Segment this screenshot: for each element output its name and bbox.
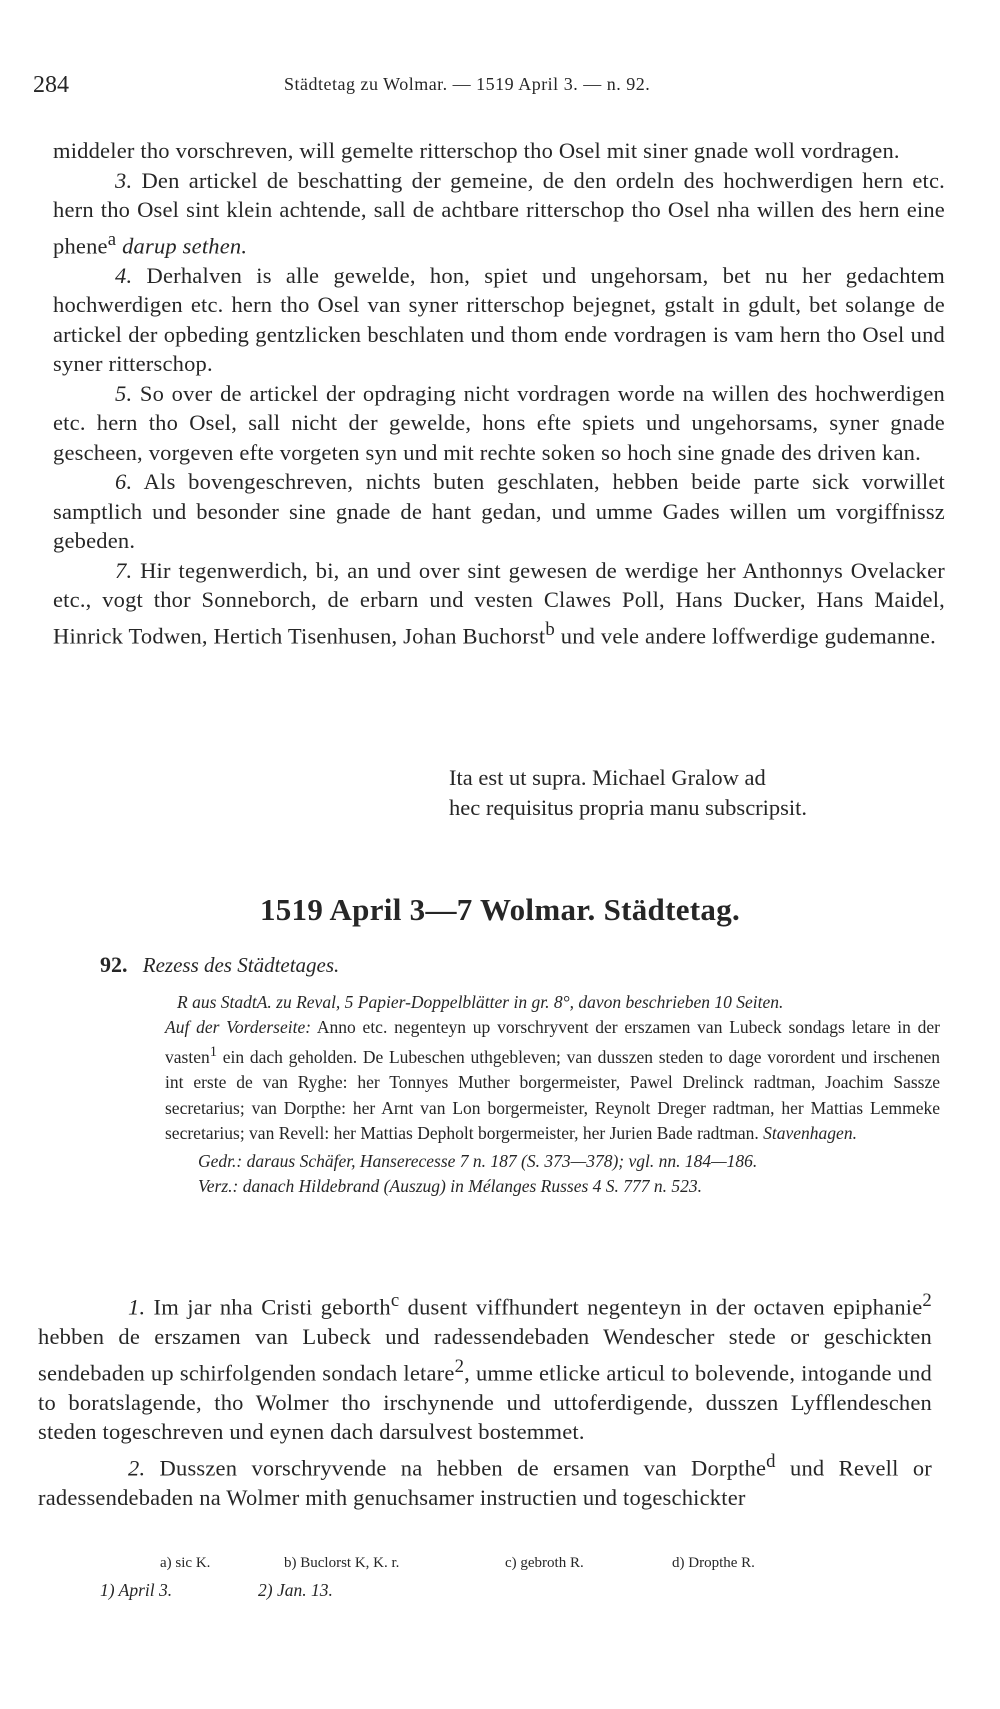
paragraph-text: Hir tegenwerdich, bi, an und over sint gewesen de werdige her Anthonnys Ovelacker etc., vogt thor Sonneborch, de erbarn und vesten Clawes Poll, Hans Ducker, Hans Maidel, Hinrick Todwen, Hertich Tisenhusen, Johan Buchorst: [53, 557, 945, 648]
vorderseite-signer: Stavenhagen.: [763, 1122, 857, 1143]
paragraph-2: [38, 1447, 932, 1513]
paragraph-text: Den artickel de beschatting der gemeine, de den ordeln des hochwerdigen hern etc. hern tho Osel sint klein achtende, sall de achtbare ritterschop tho Osel nha willen des hern eine phene: [53, 167, 945, 258]
paragraph-number: 3.: [115, 167, 133, 193]
textual-footnotes: [0, 1555, 1000, 1577]
paragraph-text: Derhalven is alle gewelde, hon, spiet und ungehorsam, bet nu her gedachtem hochwerdigen etc. hern tho Osel van syner ritterschop bejegnet, gstalt in gdult, bet solange de artickel der opbeding gentzlicken beschlaten und thom ende vordragen is vam hern tho Osel und syner ritterschop.: [53, 262, 945, 376]
paragraph-number: 7.: [115, 557, 133, 583]
numbered-footnotes: [0, 1580, 1000, 1606]
paragraph-text: So over de artickel der opdraging nicht vordragen worde na willen des hochwerdigen etc. hern tho Osel, sall nicht der gewelde, hons efte spiets und ungehorsams, syner gnade gescheen, vorgeven efte vorgeten syn und mit rechte soken so hoch sine gnade des driven kan.: [53, 380, 945, 465]
footnote-marker: b: [545, 618, 555, 640]
paragraph-number: 6.: [115, 469, 133, 494]
source-line: R aus StadtA. zu Reval, 5 Papier-Doppelblätter in gr. 8°, davon beschrieben 10 Seiten.: [177, 992, 784, 1012]
paragraph-3: [53, 166, 945, 261]
document-heading: [100, 952, 339, 978]
paragraph-text-end: darup sethen.: [116, 233, 248, 258]
vorderseite-note: [165, 1015, 940, 1146]
paragraph-text: hebben de erszamen van Lubeck und radessendebaden Wendescher stede or geschickten sendebaden up schirfolgenden sondach letare: [38, 1324, 932, 1385]
footnote-b: b) Buclorst K, K. r.: [284, 1555, 400, 1571]
paragraph-text: Im jar nha Cristi geborth: [145, 1294, 391, 1320]
paragraph-text: Dusszen vorschryvende na hebben de ersamen van Dorpthe: [145, 1455, 767, 1480]
footnote-c: c) gebroth R.: [505, 1555, 584, 1571]
paragraph-number: 4.: [115, 262, 133, 288]
paragraph-1: [38, 1286, 932, 1447]
paragraph-text: , umme etlicke articul to bolevende, intogande und to boratslagende, tho Wolmer tho irschynende und uttoferdigende, dusszen Lyfflendeschen steden togeschreven und eynen dach darsulvest bostemmet.: [38, 1360, 932, 1444]
document-number: 92.: [100, 952, 128, 977]
running-header: [0, 72, 1000, 102]
vorderseite-text-cont: ein dach geholden. De Lubeschen uthgebleven; van dusszen steden to dage vorordent und irschenen int erste de van Ryghe: her Tonnyes Muther borgermeister, Pawel Drelinck radtman, Joachim Sassze secretarius; van Dorpthe: her Arnt van Lon borgermeister, Reynolt Dreger radtman, her Mattias Lemmeke secretarius; van Revell: her Mattias Depholt borgermeister, her Jurien Bade radtman.: [165, 1047, 940, 1143]
paragraph-number: 2.: [128, 1455, 146, 1480]
paragraph-number: 1.: [128, 1294, 146, 1320]
footnote-2: 2) Jan. 13.: [258, 1580, 333, 1600]
paragraph-4: [53, 261, 945, 379]
index-reference: Verz.: danach Hildebrand (Auszug) in Mélanges Russes 4 S. 777 n. 523.: [198, 1176, 703, 1197]
signature-line-1: Ita est ut supra. Michael Gralow ad: [449, 765, 766, 790]
section-heading: 1519 April 3—7 Wolmar. Städtetag.: [259, 892, 741, 927]
document-title: Rezess des Städtetages.: [142, 953, 340, 977]
footnote-marker: d: [766, 1450, 776, 1472]
paragraph-text: Als bovengeschreven, nichts buten geschlaten, hebben beide parte sick vorwillet samptlich und besonder sine gnade de hant gedan, und umme Gades willen um vorgiffnissz gebeden.: [53, 469, 945, 553]
vorderseite-label: Auf der Vorderseite:: [165, 1017, 312, 1038]
footnote-marker: 2: [922, 1290, 932, 1311]
footnote-marker: c: [390, 1290, 400, 1311]
paragraph-7: [53, 556, 945, 651]
footnote-marker: 1: [209, 1044, 218, 1061]
footnote-a: a) sic K.: [160, 1555, 211, 1571]
vorderseite-text: Anno etc. negenteyn up vorschryvent der erszamen van Lubeck sondags letare in der vasten: [165, 1017, 941, 1068]
paragraph-5: [53, 379, 945, 468]
footnote-marker: a: [107, 228, 117, 250]
paragraph-number: 5.: [115, 380, 133, 406]
paragraph-text-end: und vele andere loffwerdige gudemanne.: [554, 623, 936, 648]
notary-signature: [449, 763, 889, 822]
source-description: [165, 990, 940, 1199]
paragraph-text: dusent viffhundert negenteyn in der octaven epiphanie: [399, 1294, 923, 1320]
signature-line-2: hec requisitus propria manu subscripsit.: [449, 794, 808, 820]
footnote-1: 1) April 3.: [100, 1580, 173, 1600]
printed-reference: Gedr.: daraus Schäfer, Hanserecesse 7 n. 187 (S. 373—378); vgl. nn. 184—186.: [198, 1151, 758, 1172]
paragraph-text: und Revell or radessendebaden na Wolmer mith genuchsamer instructien und togeschickter: [38, 1455, 932, 1510]
footnote-marker: 2: [454, 1355, 465, 1377]
paragraph-continuation: middeler tho vorschreven, will gemelte ritterschop tho Osel mit siner gnade woll vordragen.: [53, 138, 900, 163]
running-title: Städtetag zu Wolmar. — 1519 April 3. — n. 92.: [284, 74, 651, 94]
body-text-upper: [53, 136, 945, 651]
page-number: 284: [33, 72, 69, 98]
footnote-d: d) Dropthe R.: [672, 1555, 755, 1571]
paragraph-6: [53, 467, 945, 556]
body-text-lower: [38, 1286, 932, 1512]
